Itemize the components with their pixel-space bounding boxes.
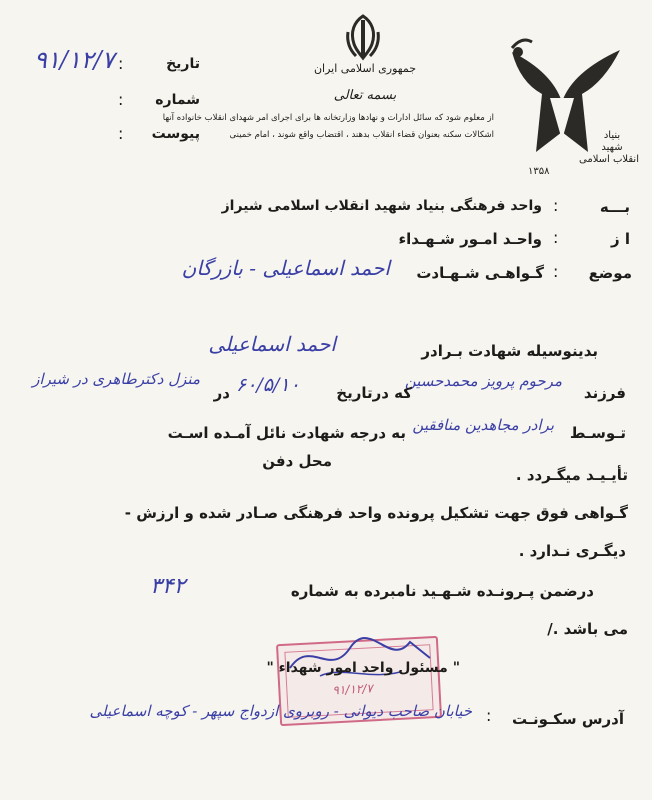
number-colon: : bbox=[118, 90, 124, 109]
body-line8-meanwhile: درضمن پـرونـده شـهـید نامبرده به شماره bbox=[290, 582, 594, 600]
address-colon: : bbox=[486, 706, 492, 725]
date-colon: : bbox=[118, 54, 124, 73]
body-line7-other: دیگـری نـدارد . bbox=[518, 542, 626, 560]
body-line1-hand: احمد اسماعیلی bbox=[208, 332, 336, 356]
body-line2-in: در bbox=[213, 384, 230, 402]
to-value: واحد فرهنگی بنیاد شهید انقلاب اسلامی شیراز bbox=[221, 198, 542, 214]
from-value: واحـد امـور شـهـداء bbox=[398, 230, 542, 248]
invocation-text: بسمه تعالی bbox=[333, 88, 397, 103]
to-label: بـــه bbox=[599, 198, 630, 216]
body-line4-burial: محل دفن bbox=[262, 452, 332, 470]
body-line8-number: ۳۴۲ bbox=[150, 574, 186, 599]
republic-text: جمهوری اسلامی ایران bbox=[313, 62, 417, 75]
body-line3-by: تـوسـط bbox=[569, 424, 626, 442]
subject-label: موضع bbox=[588, 264, 632, 282]
body-line2-father: مرحوم پرویز محمدحسین bbox=[404, 372, 562, 390]
address-value: خیابان صاحب دیوانی - روبروی ازدواج سپهر - کوچه اسماعیلی bbox=[89, 702, 472, 720]
body-line2-place: منزل دکترطاهری در شیراز bbox=[32, 370, 200, 388]
signature-title: " مسئول واحد امور شهداء " bbox=[266, 660, 460, 676]
body-line3-by-hand: برادر مجاهدین منافقین bbox=[412, 416, 554, 434]
org-name-line1: بنیاد bbox=[603, 130, 621, 141]
from-label: ا ز bbox=[611, 230, 630, 248]
subject-value: گـواهـی شـهـادت bbox=[416, 264, 544, 282]
body-line2-date: ۶۰/۵/۱۰ bbox=[236, 374, 300, 396]
attachment-colon: : bbox=[118, 124, 124, 143]
date-value: ۹۱/۱۲/۷ bbox=[34, 46, 115, 74]
body-line6-cert: گـواهی فوق جهت تشکیل پرونده واحد فرهنگی صـادر شده و ارزش - bbox=[124, 504, 628, 522]
body-line1-typed: بدینوسیله شهادت بـرادر bbox=[421, 342, 598, 360]
org-name-line3: انقلاب اسلامی bbox=[579, 154, 639, 165]
subject-handwritten: احمد اسماعیلی - بازرگان bbox=[181, 256, 390, 280]
body-line3-typed: به درجه شهادت نائل آمـده اسـت bbox=[167, 424, 406, 442]
body-line9-is: می باشد ./ bbox=[547, 620, 628, 638]
signature-scribble-icon bbox=[280, 628, 440, 688]
number-label: شماره bbox=[155, 92, 200, 108]
stamp-text: ۹۱/۱۲/۷ bbox=[332, 681, 374, 698]
body-line2-on-date: که درتاریخ bbox=[336, 384, 412, 402]
to-colon: : bbox=[553, 196, 559, 215]
body-line2-child: فرزند bbox=[583, 384, 626, 402]
notice-line1: از معلوم شود که سائل ادارات و نهادها وزارتخانه ها برای اجرای امر شهدای انقلاب خانواده آنها bbox=[162, 113, 494, 123]
notice-line2: اشکالات سکنه بعنوان قضاء انقلاب بدهند ، اقتضاب واقع شوند ، امام خمینی bbox=[229, 130, 494, 140]
org-year: ۱۳۵۸ bbox=[528, 166, 550, 177]
org-name-line2: شهید bbox=[601, 142, 623, 153]
attachment-label: پیوست bbox=[151, 126, 200, 142]
body-line5-confirm: تأیـیـد میگـردد . bbox=[515, 466, 628, 484]
from-colon: : bbox=[553, 228, 559, 247]
address-label: آدرس سکـونـت bbox=[511, 710, 624, 728]
iran-emblem-icon bbox=[342, 12, 384, 62]
date-label: تاریخ bbox=[166, 56, 200, 72]
subject-colon: : bbox=[553, 262, 559, 281]
